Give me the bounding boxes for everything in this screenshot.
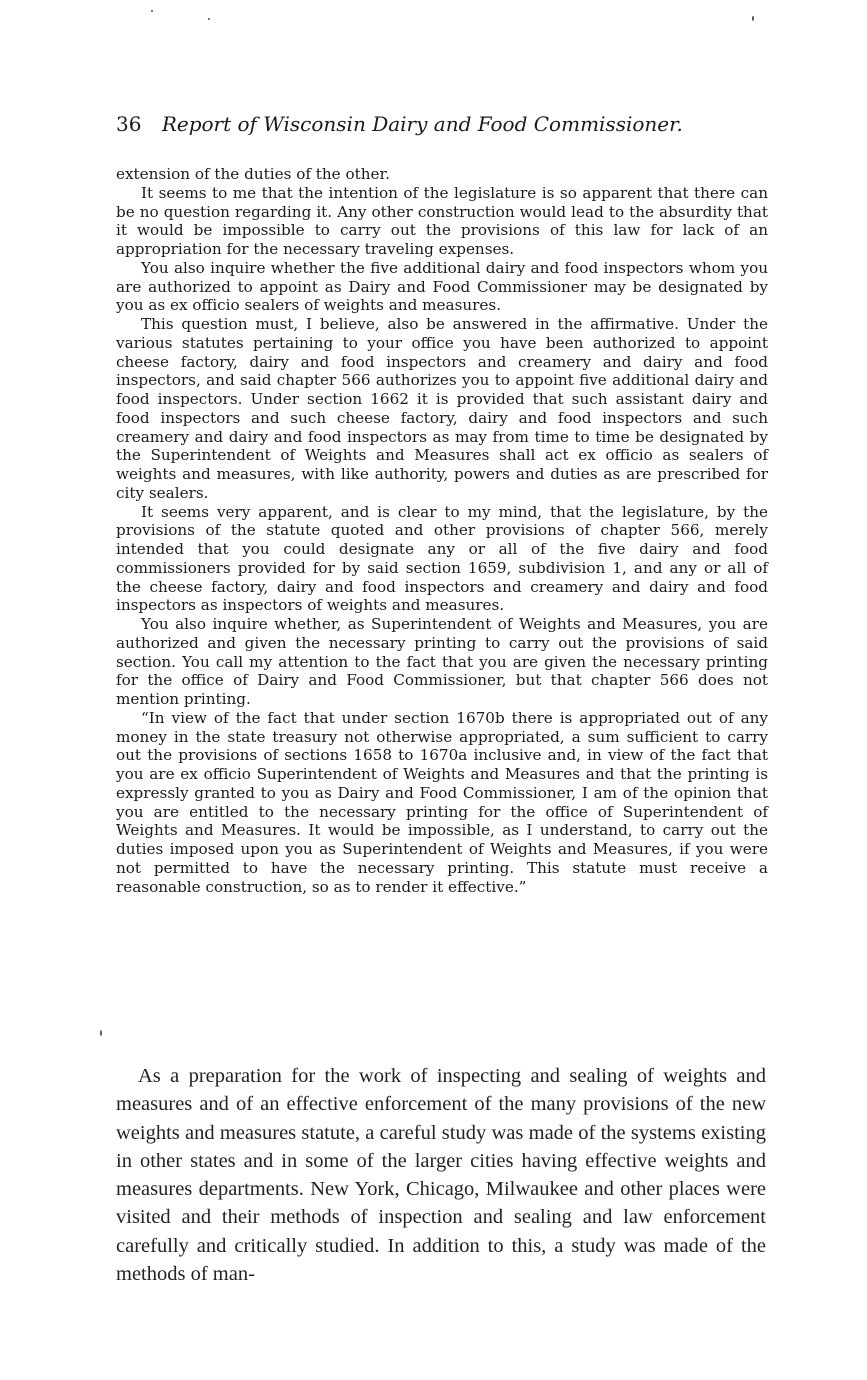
scan-speck xyxy=(151,10,153,12)
quoted-opinion-block xyxy=(116,165,768,896)
paragraph: You also inquire whether, as Superintendent of Weights and Measures, you are authorized and given the necessary printing to carry out the provisions of said section. You call my attention to the fact that you are given the necessary printing for the office of Dairy and Food Commissioner, but that chapter 566 does not mention printing. xyxy=(116,615,768,708)
scan-speck xyxy=(752,16,754,21)
main-body-text xyxy=(116,1062,766,1288)
running-title: Report of Wisconsin Dairy and Food Commissioner. xyxy=(161,112,683,136)
paragraph: You also inquire whether the five additional dairy and food inspectors whom you are authorized to appoint as Dairy and Food Commissioner may be designated by you as ex officio sealers of weights and measures. xyxy=(116,258,768,315)
scan-speck xyxy=(208,18,210,20)
page-number: 36 xyxy=(116,112,142,136)
paragraph: It seems to me that the intention of the legislature is so apparent that there can be no question regarding it. Any other construction would lead to the absurdity that it would be impossible to carry out the provisions of this law for lack of an appropriation for the necessary traveling expenses. xyxy=(116,183,768,258)
paragraph: This question must, I believe, also be answered in the affirmative. Under the various statutes pertaining to your office you have been authorized to appoint cheese factory, dairy and food inspectors and creamery and dairy and food inspectors, and said chapter 566 authorizes you to appoint five additional dairy and food inspectors. Under section 1662 it is provided that such assistant dairy and food inspectors and such cheese factory, dairy and food inspectors and such creamery and dairy and food inspectors as may from time to time be designated by the Superintendent of Weights and Measures shall act ex officio as sealers of weights and measures, with like authority, powers and duties as are prescribed for city sealers. xyxy=(116,315,768,502)
scan-speck xyxy=(100,1030,102,1036)
paragraph: It seems very apparent, and is clear to my mind, that the legislature, by the provisions of the statute quoted and other provisions of chapter 566, merely intended that you could designate any or all of the five dairy and food commissioners provided for by said section 1659, subdivision 1, and any or all of the cheese factory, dairy and food inspectors and creamery and dairy and food inspectors as inspectors of weights and measures. xyxy=(116,502,768,615)
paragraph: As a preparation for the work of inspecting and sealing of weights and measures and of an effective enforcement of the many provisions of the new weights and measures statute, a careful study was made of the systems existing in other states and in some of the larger cities having effective weights and measures departments. New York, Chicago, Milwaukee and other places were visited and their methods of inspection and sealing and law enforcement carefully and critically studied. In addition to this, a study was made of the methods of man- xyxy=(116,1065,766,1286)
paragraph: “In view of the fact that under section 1670b there is appropriated out of any money in the state treasury not otherwise appropriated, a sum sufficient to carry out the provisions of sections 1658 to 1670a inclusive and, in view of the fact that you are ex officio Superintendent of Weights and Measures and that the printing is expressly granted to you as Dairy and Food Commissioner, I am of the opinion that you are entitled to the necessary printing for the office of Superintendent of Weights and Measures. It would be impossible, as I understand, to carry out the duties imposed upon you as Superintendent of Weights and Measures, if you were not permitted to have the necessary printing. This statute must receive a reasonable construction, so as to render it effective.” xyxy=(116,708,768,896)
paragraph: extension of the duties of the other. xyxy=(116,165,390,183)
running-header xyxy=(116,110,756,138)
